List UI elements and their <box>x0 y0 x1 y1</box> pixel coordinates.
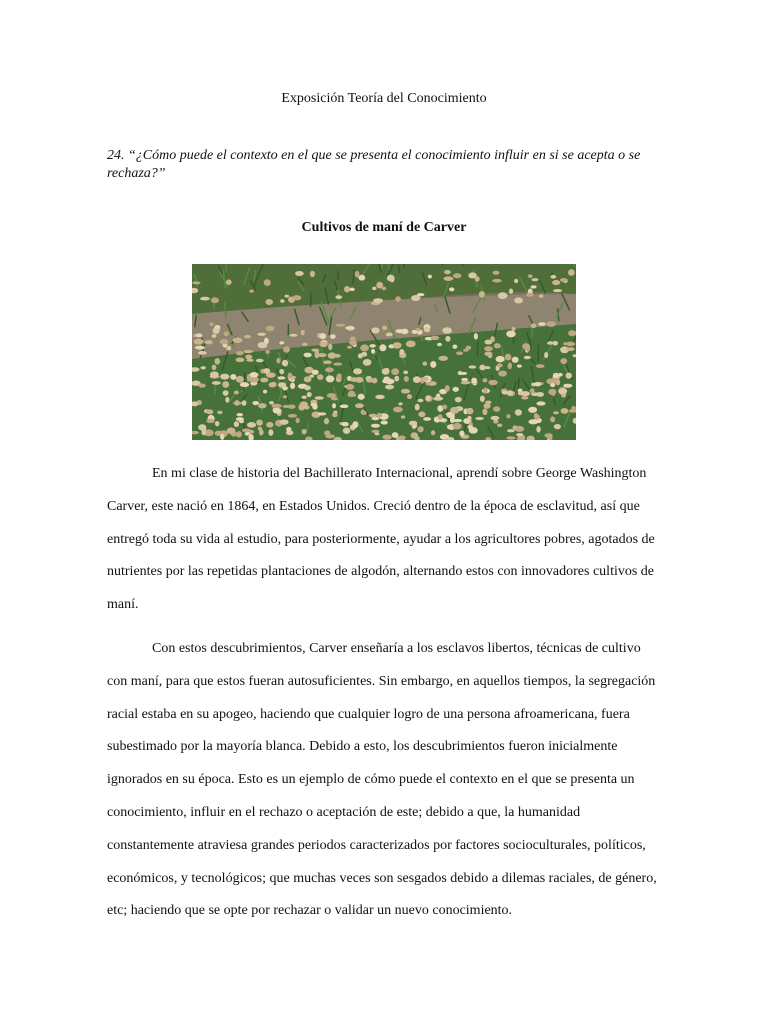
paragraph-1-text: En mi clase de historia del Bachillerato Internacional, aprendí sobre George Washington Carver, este nació en 1864, en Estados Unidos. Creció dentro de la época de esclavitud, así que entregó toda su vida al estudio, para posteriormente, ayudar a los agricultores pobres, agotados de nutrientes por las repetidas plantaciones de algodón, alternando estos con innovadores cultivos de maní. <box>107 466 655 613</box>
paragraph-2-text: Con estos descubrimientos, Carver enseñaría a los esclavos libertos, técnicas de cultivo con maní, para que estos fueran autosuficientes. Sin embargo, en aquellos tiempos, la segregación racial estaba en su apogeo, haciendo que cualquier logro de una persona afroamericana, fuera subestimado por la mayoría blanca. Debido a esto, los descubrimientos fueron inicialmente ignorados en su época. Esto es un ejemplo de cómo puede el contexto en el que se presenta un conocimiento, influir en el rechazo o aceptación de este; debido a que, la humanidad constantemente atraviesa grandes periodos caracterizados por factores socioculturales, políticos, económicos, y tecnológicos; que muchas veces son sesgados debido a dilemas raciales, de género, etc; haciendo que se opte por rechazar o validar un nuevo conocimiento. <box>107 641 657 919</box>
section-heading: Cultivos de maní de Carver <box>301 220 467 235</box>
question-text: 24. “¿Cómo puede el contexto en el que se presenta el conocimiento influir en si se acepta o se rechaza?” <box>107 148 641 181</box>
paragraph-2 <box>107 633 663 928</box>
peanut-crop-photo <box>192 264 576 440</box>
document-title: Exposición Teoría del Conocimiento <box>281 91 487 106</box>
paragraph-1 <box>107 458 663 622</box>
